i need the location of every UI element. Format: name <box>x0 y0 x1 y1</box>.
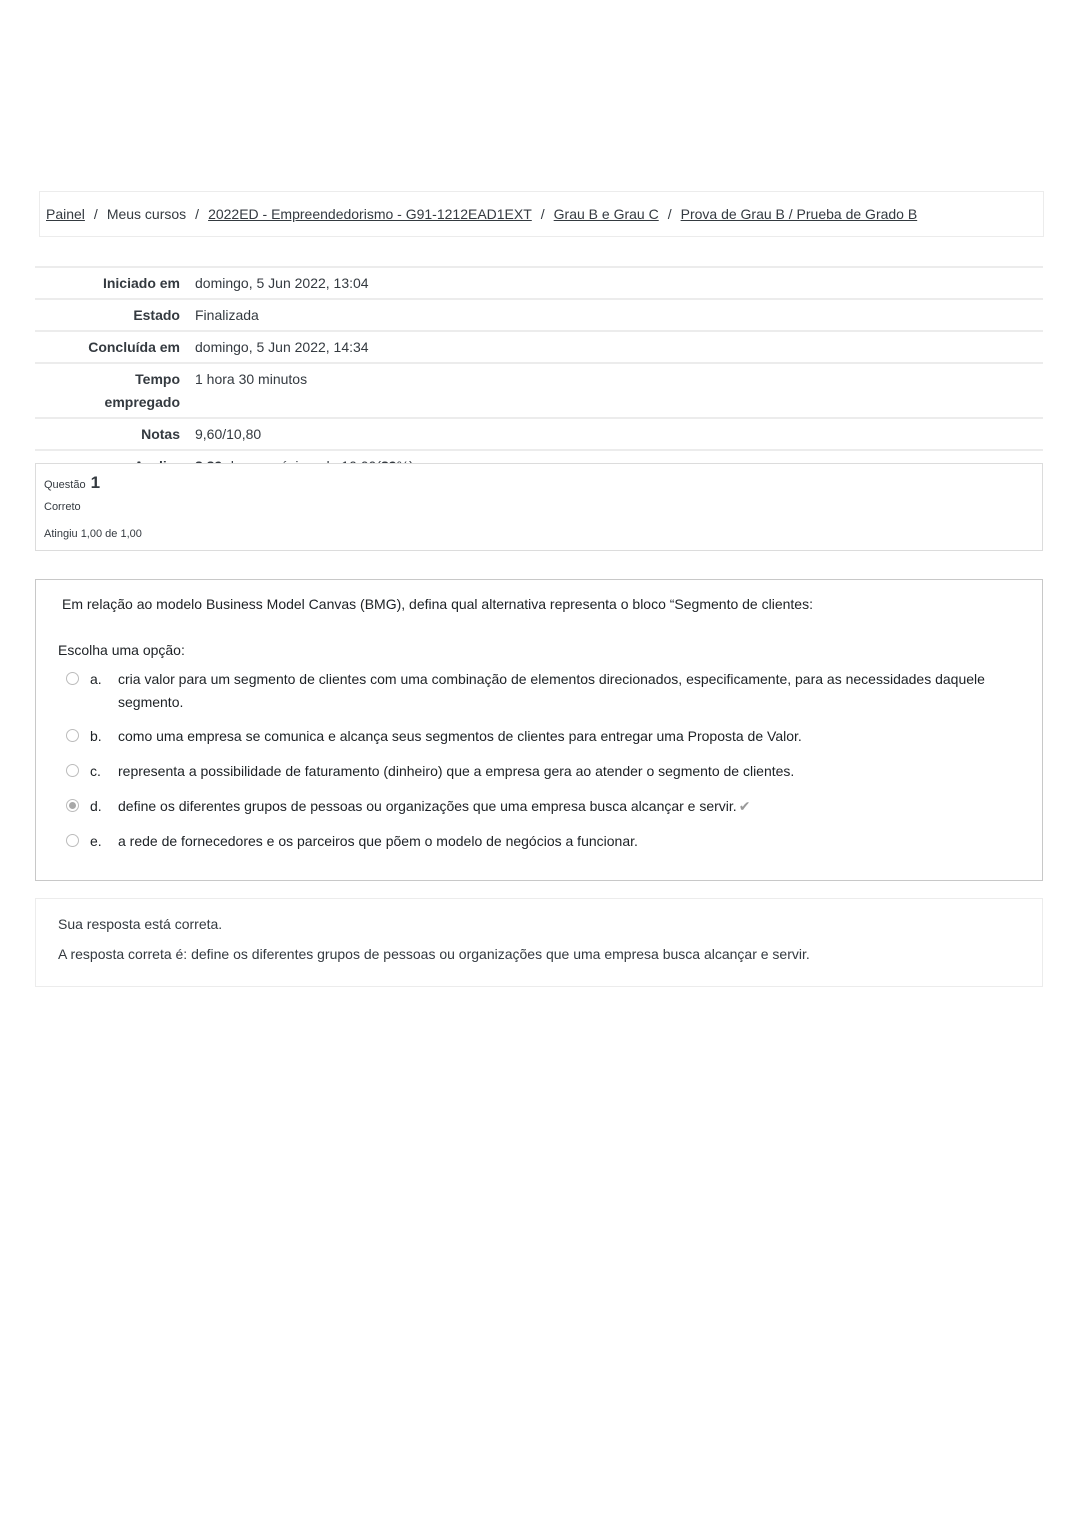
question-grade: Atingiu 1,00 de 1,00 <box>44 528 142 540</box>
answer-prompt: Escolha uma opção: <box>58 642 185 658</box>
breadcrumb-link-section[interactable]: Grau B e Grau C <box>553 206 659 222</box>
summary-label <box>35 363 188 418</box>
summary-label: Concluída em <box>88 339 180 355</box>
breadcrumb-link-painel[interactable]: Painel <box>46 206 85 222</box>
answer-option-c[interactable] <box>66 760 1026 783</box>
radio-button[interactable] <box>66 764 79 777</box>
summary-row-state <box>35 299 1043 331</box>
summary-label: Iniciado em <box>102 275 180 291</box>
summary-label: Estado <box>133 307 180 323</box>
question-number <box>44 473 100 493</box>
radio-button[interactable] <box>66 729 79 742</box>
answer-letter: b. <box>90 728 102 744</box>
answer-letter: c. <box>90 763 101 779</box>
breadcrumb-separator: / <box>93 206 98 222</box>
radio-button[interactable] <box>66 834 79 847</box>
question-state: Correto <box>44 501 81 513</box>
attempt-summary-table <box>35 266 1043 481</box>
summary-row-completed <box>35 331 1043 363</box>
summary-label-line: Tempo <box>135 371 180 387</box>
breadcrumb-separator: / <box>667 206 672 222</box>
breadcrumb-separator: / <box>195 206 200 222</box>
radio-button[interactable] <box>66 672 79 685</box>
breadcrumb-separator: / <box>540 206 545 222</box>
summary-value: domingo, 5 Jun 2022, 13:04 <box>195 275 369 291</box>
summary-row-started <box>35 267 1043 299</box>
check-icon: ✔ <box>738 798 751 814</box>
summary-row-marks <box>35 418 1043 450</box>
breadcrumb <box>39 191 1044 237</box>
answer-text-wrapper <box>118 795 1018 818</box>
question-number-value: 1 <box>90 473 101 492</box>
feedback-panel <box>35 898 1043 987</box>
breadcrumb-link-quiz[interactable]: Prova de Grau B / Prueba de Grado B <box>680 206 918 222</box>
general-feedback: Sua resposta está correta. <box>58 916 223 932</box>
summary-value: domingo, 5 Jun 2022, 14:34 <box>195 339 369 355</box>
answer-text: define os diferentes grupos de pessoas ou organizações que uma empresa busca alcançar e servir. <box>118 798 737 814</box>
answer-option-d[interactable] <box>66 795 1026 818</box>
summary-value: 9,60/10,80 <box>195 426 262 442</box>
answer-text: cria valor para um segmento de clientes com uma combinação de elementos direcionados, especificamente, para as necessidades daquele segmento. <box>118 671 985 710</box>
answer-letter: d. <box>90 798 102 814</box>
answer-text: a rede de fornecedores e os parceiros que põem o modelo de negócios a funcionar. <box>118 833 638 849</box>
question-text: Em relação ao modelo Business Model Canvas (BMG), defina qual alternativa representa o bloco “Segmento de clientes: <box>62 596 813 612</box>
answer-option-a[interactable] <box>66 668 1026 714</box>
breadcrumb-link-course[interactable]: 2022ED - Empreendedorismo - G91-1212EAD1EXT <box>208 206 532 222</box>
answer-text: como uma empresa se comunica e alcança seus segmentos de clientes para entregar uma Proposta de Valor. <box>118 728 802 744</box>
right-answer-feedback: A resposta correta é: define os diferentes grupos de pessoas ou organizações que uma empresa busca alcançar e servir. <box>58 946 810 962</box>
summary-label-line: empregado <box>104 394 180 410</box>
summary-value: Finalizada <box>195 307 259 323</box>
radio-button-selected[interactable] <box>66 799 79 812</box>
answer-text: representa a possibilidade de faturamento (dinheiro) que a empresa gera ao atender o segmento de clientes. <box>118 763 795 779</box>
summary-row-time-taken <box>35 363 1043 418</box>
breadcrumb-item-meus-cursos: Meus cursos <box>106 206 187 222</box>
answer-option-e[interactable] <box>66 830 1026 853</box>
question-info-panel <box>35 463 1043 551</box>
summary-value: 1 hora 30 minutos <box>195 371 308 387</box>
question-content <box>35 579 1043 881</box>
summary-label: Notas <box>141 426 180 442</box>
question-label: Questão <box>44 479 86 491</box>
answer-option-b[interactable] <box>66 725 1026 748</box>
answer-letter: a. <box>90 671 102 687</box>
answer-letter: e. <box>90 833 102 849</box>
